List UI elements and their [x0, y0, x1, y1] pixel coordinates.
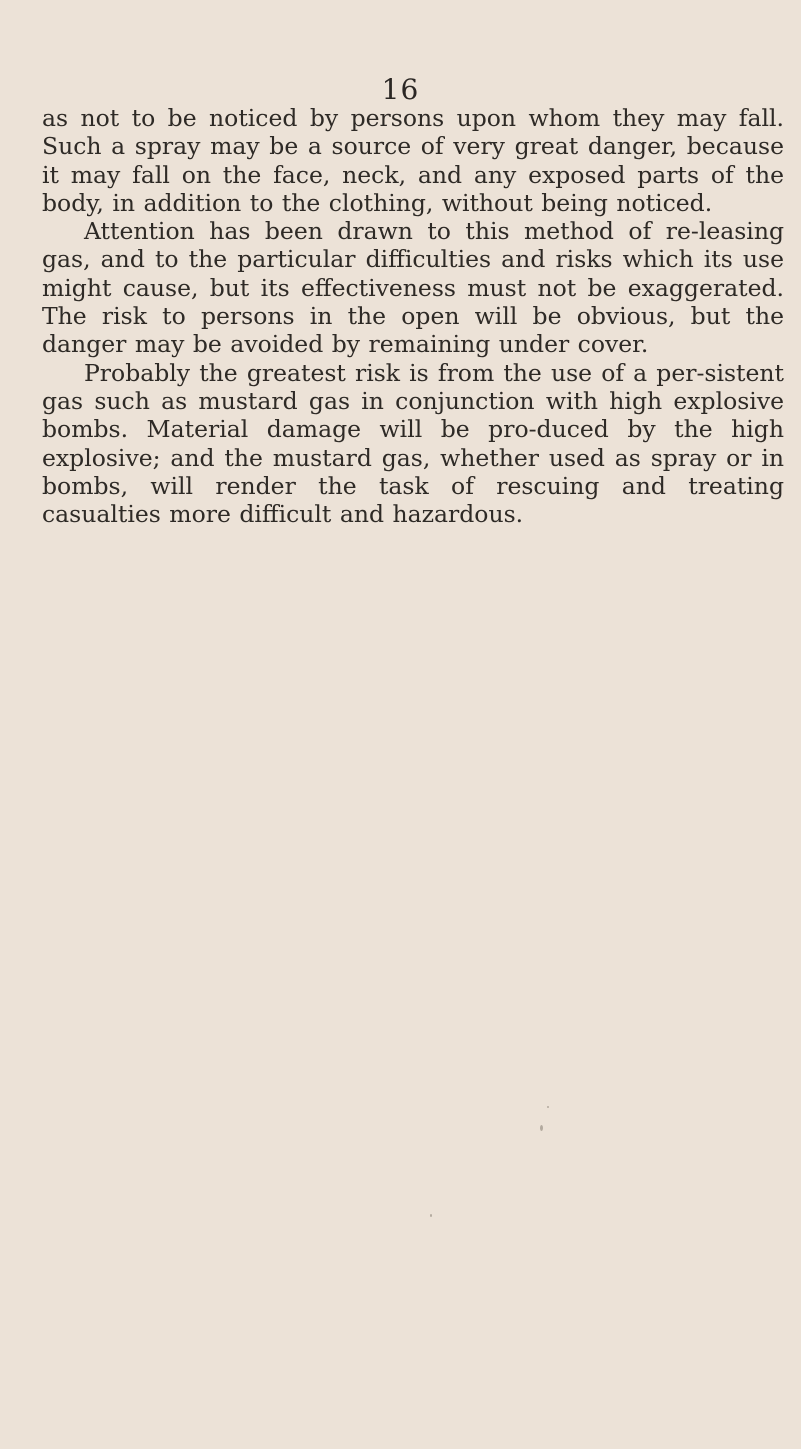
paragraph-continuation: as not to be noticed by persons upon whom they may fall. Such a spray may be a source of very great danger, because it may fall on the face, neck, and any exposed parts of the body, in addition to the clothing, without being noticed. [42, 104, 784, 217]
paragraph-attention: Attention has been drawn to this method of re-leasing gas, and to the particular difficulties and risks which its use might cause, but its effectiveness must not be exaggerated. The risk to persons in the open will be obvious, but the danger may be avoided by remaining under cover. [42, 217, 784, 359]
body-text [42, 104, 784, 528]
paragraph-persistent-gas: Probably the greatest risk is from the use of a per-sistent gas such as mustard gas in conjunction with high explosive bombs. Material damage will be pro-duced by the high explosive; and the mustard gas, whether used as spray or in bombs, will render the task of rescuing and treating casualties more difficult and hazardous. [42, 358, 784, 529]
paper-speck [540, 1125, 543, 1131]
page-number: 16 [381, 73, 420, 106]
paper-speck [547, 1106, 549, 1108]
paper-speck [430, 1214, 432, 1217]
